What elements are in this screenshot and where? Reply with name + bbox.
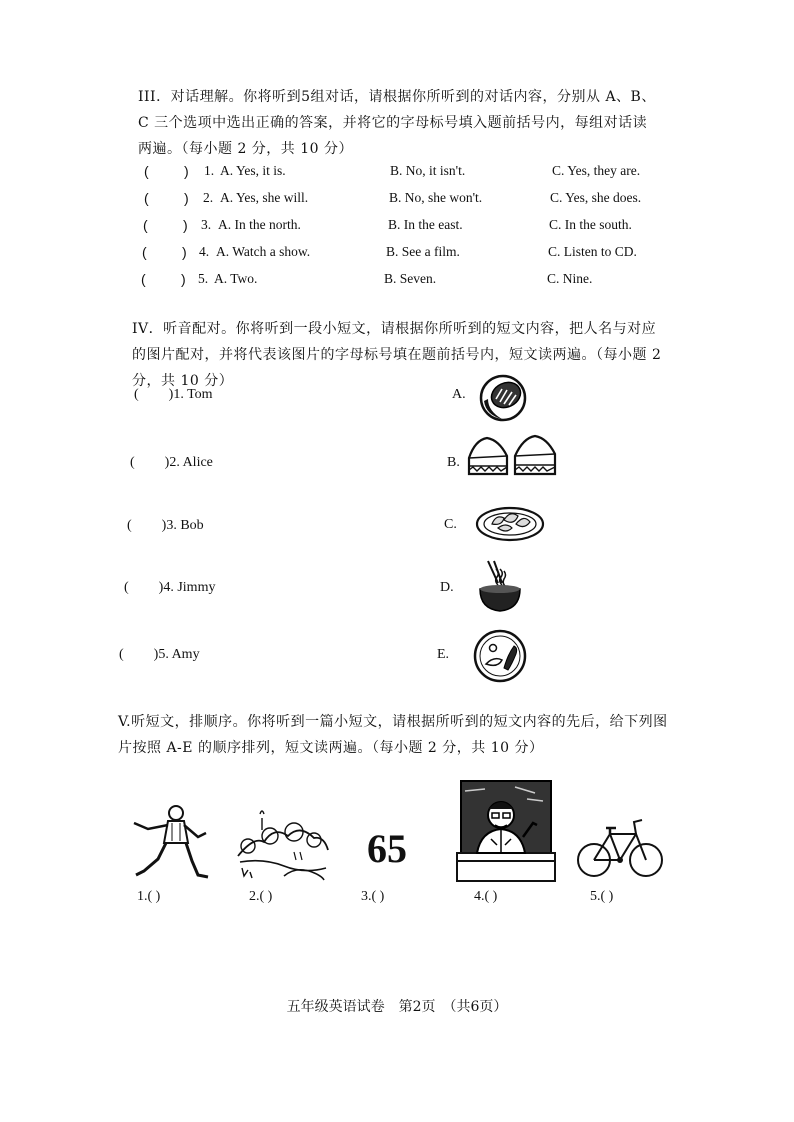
- option-a: A. Watch a show.: [216, 244, 311, 259]
- option-c: C. Listen to CD.: [548, 244, 637, 259]
- question-row-2: ( ) 2. A. Yes, she will. B. No, she won't. C. Yes, she does.: [144, 190, 642, 206]
- option-a: A. Two.: [214, 271, 258, 286]
- option-b: B. No, she won't.: [389, 190, 483, 205]
- sausage-egg-plate-icon: [472, 628, 528, 684]
- picture-label-d: D.: [440, 580, 454, 595]
- match-name-3: ( )3. Bob: [127, 518, 204, 533]
- park-scene-icon: [234, 806, 330, 882]
- section-4-heading: IV．听音配对。你将听到一段小短文，请根据你所听到的短文内容，把人名与对应的图片配对，并将代表该图片的字母标号填在题前括号内，短文读两遍。（每小题 2 分，共 10 分）: [132, 321, 662, 389]
- section-5-heading: V.听短文，排顺序。你将听到一篇小短文，请根据所听到的短文内容的先后，给下列图片按照 A-E 的顺序排列，短文读两遍。（每小题 2 分，共 10 分）: [118, 714, 668, 756]
- sequence-label-1: 1.( ): [137, 889, 161, 904]
- question-row-3: ( ) 3. A. In the north. B. In the east. C. In the south.: [143, 217, 632, 233]
- option-b: B. See a film.: [386, 244, 460, 259]
- sequence-label-3: 3.( ): [361, 889, 385, 904]
- sequence-label-4: 4.( ): [474, 889, 498, 904]
- match-name-2: ( )2. Alice: [130, 455, 213, 470]
- question-row-5: ( ) 5. A. Two. B. Seven. C. Nine.: [141, 271, 593, 287]
- page-footer: 五年级英语试卷 第2页 （共6页）: [286, 999, 508, 1015]
- option-b: B. Seven.: [384, 271, 437, 286]
- option-b: B. In the east.: [388, 217, 463, 232]
- option-c: C. In the south.: [549, 217, 632, 232]
- bicycle-icon: [576, 812, 664, 882]
- option-b: B. No, it isn't.: [390, 163, 466, 178]
- match-name-1: ( )1. Tom: [134, 387, 213, 402]
- option-a: A. Yes, it is.: [220, 163, 286, 178]
- sequence-label-5: 5.( ): [590, 889, 614, 904]
- number-65-picture: 65: [367, 826, 407, 871]
- taichi-icon: [128, 799, 214, 881]
- picture-label-b: B.: [447, 455, 460, 470]
- steak-plate-icon: [476, 371, 532, 423]
- sandwiches-icon: [465, 434, 561, 492]
- question-row-1: ( ) 1. A. Yes, it is. B. No, it isn't. C. Yes, they are.: [144, 163, 641, 179]
- sequence-label-2: 2.( ): [249, 889, 273, 904]
- option-c: C. Nine.: [547, 271, 593, 286]
- teacher-blackboard-icon: [455, 779, 557, 883]
- section-3-heading: III．对话理解。你将听到5组对话，请根据你所听到的对话内容，分别从 A、B、C 三个选项中选出正确的答案，并将它的字母标号填入题前括号内，每组对话读两遍。（每小题 2 分，共 10 分）: [138, 89, 656, 157]
- question-row-4: ( ) 4. A. Watch a show. B. See a film. C. Listen to CD.: [142, 244, 637, 260]
- dumplings-plate-icon: [474, 502, 546, 544]
- picture-label-e: E.: [437, 647, 450, 662]
- noodles-bowl-icon: [474, 559, 526, 615]
- option-a: A. In the north.: [218, 217, 301, 232]
- picture-label-c: C.: [444, 517, 457, 532]
- match-name-4: ( )4. Jimmy: [124, 580, 216, 595]
- option-a: A. Yes, she will.: [220, 190, 309, 205]
- option-c: C. Yes, they are.: [552, 163, 641, 178]
- match-name-5: ( )5. Amy: [119, 647, 200, 662]
- option-c: C. Yes, she does.: [550, 190, 642, 205]
- picture-label-a: A.: [452, 387, 466, 402]
